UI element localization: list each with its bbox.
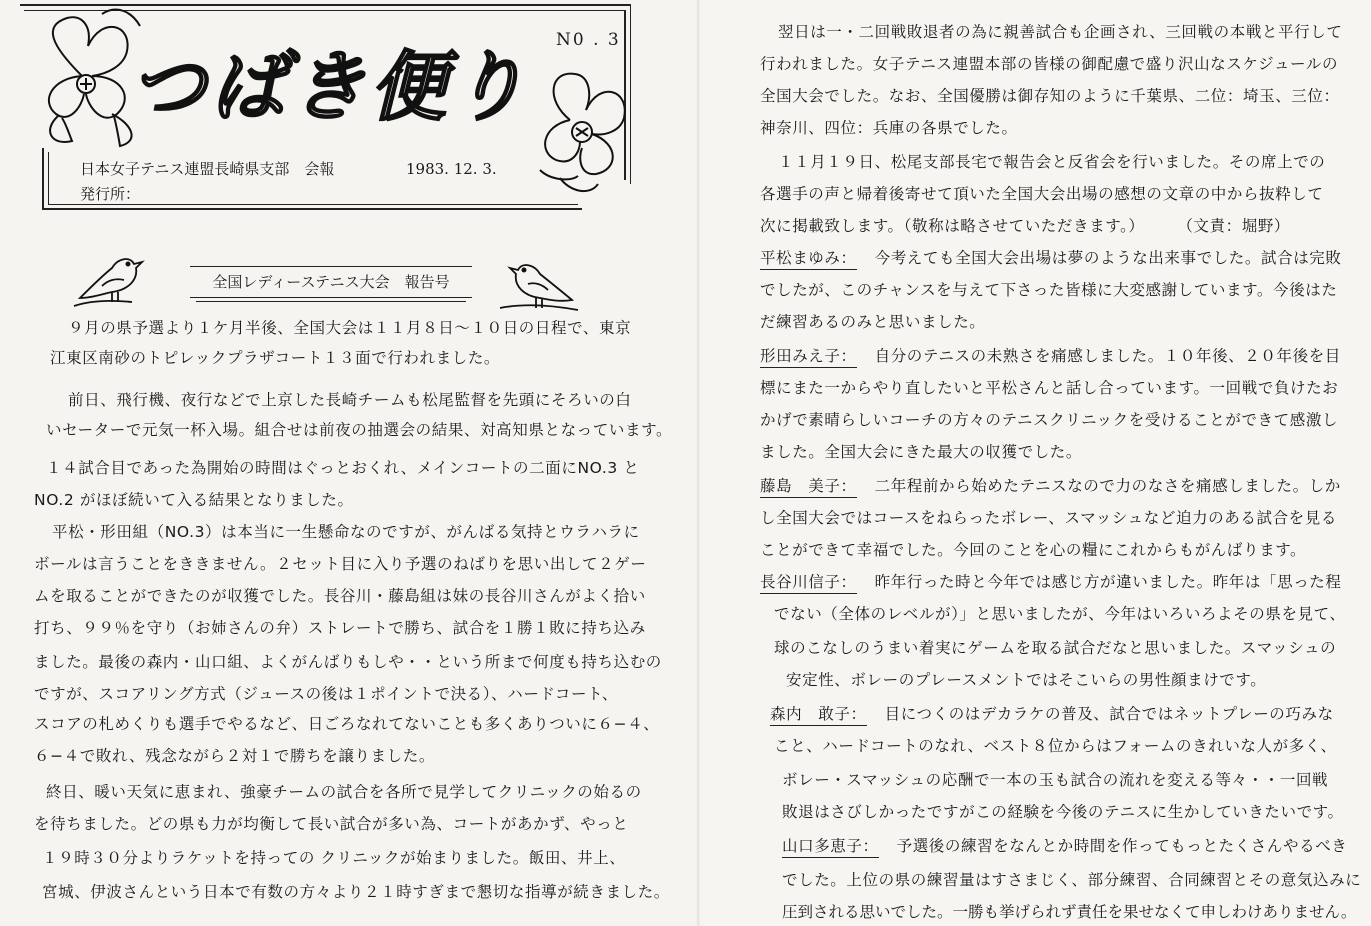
comment-line — [760, 572, 1342, 594]
article-line: 翌日は一・二回戦敗退者の為に親善試合も企画され、三回戦の本戦と平行して — [778, 23, 1343, 41]
issue-date: 1983. 12. 3. — [406, 160, 497, 178]
report-headline — [190, 266, 472, 298]
comment-line: かげで素晴らしいコーチの方々のテニスクリニックを受けることができて感激し — [760, 411, 1339, 429]
comment-line — [760, 248, 1342, 270]
comment-line: だ練習あるのみと思いました。 — [760, 313, 986, 331]
report-headline-text: 全国レディーステニス大会 報告号 — [212, 273, 450, 291]
article-line: １４試合目であった為開始の時間はぐっとおくれ、メインコートの二面にNO.3 と — [46, 459, 640, 477]
article-line: １１月１９日、松尾支部長宅で報告会と反省会を行いました。その席上での — [778, 153, 1326, 171]
comment-line — [782, 836, 1347, 858]
bird-icon — [72, 246, 152, 310]
comment-text: 目につくのはデカラケの普及、試合ではネットプレーの巧みな — [884, 705, 1334, 723]
comment-line: でない（全体のレベルが）」と思いましたが、今年はいろいろよその県を見て、 — [774, 605, 1346, 623]
bird-icon — [490, 250, 580, 314]
comment-text: 昨年行った時と今年では感じ方が違いました。昨年は「思った程 — [874, 573, 1342, 591]
article-line: ９月の県予選より１ケ月半後、全国大会は１１月８日〜１０日の日程で、東京 — [68, 319, 632, 337]
speaker-name: 森内 敢子： — [770, 704, 867, 726]
masthead-frame-line — [42, 148, 44, 208]
article-line: 行われました。女子テニス連盟本部の皆様の御配慮で盛り沢山なスケジュールの — [760, 55, 1339, 73]
camellia-flower-icon — [520, 60, 640, 200]
article-line: 宮城、伊波さんという日本で有数の方々より２１時すぎまで懇切な指導が続きました。 — [42, 883, 670, 901]
article-line: 次に掲載致します。（敬称は略させていただきます。） （文責：堀野） — [760, 217, 1291, 235]
article-line: 各選手の声と帰着後寄せて頂いた全国大会出場の感想の文章の中から抜粋して — [760, 185, 1324, 203]
article-line: ました。最後の森内・山口組、よくがんばりもしや・・という所まで何度も持ち込むの — [34, 653, 662, 671]
comment-line: し全国大会ではコースをねらったボレー、スマッシュなど迫力のある試合を見る — [760, 509, 1337, 527]
article-line: 江東区南砂のトピレックプラザコート１３面で行われました。 — [50, 349, 501, 367]
article-line: ムを取ることができたのが収獲でした。長谷川・藤島組は妹の長谷川さんがよく拾い — [34, 587, 646, 605]
comment-line: 安定性、ボレーのプレースメントではそこいらの男性顔まけです。 — [786, 671, 1267, 689]
article-line: 打ち、９９％を守り（お姉さんの弁）ストレートで勝ち、試合を１勝１敗に持ち込み — [34, 619, 646, 637]
comment-line: 球のこなしのうまい着実にゲームを取る試合だなと思いました。スマッシュの — [774, 639, 1337, 657]
masthead-title: つばき便り — [130, 42, 530, 131]
comment-text: 今考えても全国大会出場は夢のような出来事でした。試合は完敗 — [874, 249, 1342, 267]
speaker-name: 長谷川信子： — [760, 572, 857, 594]
comment-line: ことができて幸福でした。今回のことを心の糧にこれからもがんばります。 — [760, 541, 1307, 559]
comment-line: こと、ハードコートのなれ、ベスト８位からはフォームのきれいな人が多く、 — [774, 737, 1337, 755]
comment-line — [770, 704, 1334, 726]
article-line: 全国大会でした。なお、全国優勝は御存知のように千葉県、二位：埼玉、三位： — [760, 87, 1340, 105]
article-line: 終日、暖い天気に恵まれ、強豪チームの試合を各所で見学してクリニックの始るの — [46, 783, 642, 801]
comment-line — [760, 346, 1341, 368]
speaker-name: 形田みえ子： — [760, 346, 857, 368]
issue-number: N0 . 3 — [556, 30, 621, 50]
masthead-frame-line — [48, 152, 49, 204]
article-line: ですが、スコアリング方式（ジュースの後は１ポイントで決る）、ハードコート、 — [34, 685, 618, 703]
masthead-frame-line — [48, 204, 578, 205]
speaker-name: 平松まゆみ： — [760, 248, 857, 270]
comment-line: 標にまた一からやり直したいと平松さんと話し合っています。一回戦で負けたお — [760, 379, 1339, 397]
article-line: を待ちました。どの県も力が均衡して長い試合が多い為、コートがあかず、やっと — [34, 815, 629, 833]
comment-text: 自分のテニスの未熟さを痛感しました。１０年後、２０年後を目 — [874, 347, 1341, 365]
article-line: 神奈川、四位：兵庫の各県でした。 — [760, 119, 1018, 137]
comment-line: 圧到される思いでした。一勝も挙げられず責任を果せなくて申しわけありません。 — [782, 903, 1357, 921]
article-line: NO.2 がほぼ続いて入る結果となりました。 — [34, 491, 354, 509]
article-line: ボールは言うことをききません。２セット目に入り予選のねばりを思い出して２ゲー — [34, 555, 647, 573]
comment-text: 二年程前から始めたテニスなので力のなさを痛感しました。しか — [874, 477, 1341, 495]
article-line: 前日、飛行機、夜行などで上京した長崎チームも松尾監督を先頭にそろいの白 — [68, 391, 632, 409]
speaker-name: 藤島 美子： — [760, 476, 857, 498]
comment-line: でしたが、このチャンスを与えて下さった皆様に大変感謝しています。今後はた — [760, 281, 1338, 299]
comment-text: 予選後の練習をなんとか時間を作ってもっとたくさんやるべき — [896, 837, 1348, 855]
comment-line: ボレー・スマッシュの応酬で一本の玉も試合の流れを変える等々・・一回戦 — [782, 771, 1329, 789]
article-line: いセーターで元気一杯入場。組合せは前夜の抽選会の結果、対高知県となっています。 — [46, 421, 673, 439]
publisher-label: 発行所： — [80, 185, 141, 203]
speaker-name: 山口多恵子： — [782, 836, 879, 858]
article-line: １９時３０分よりラケットを持っての クリニックが始まりました。飯田、井上、 — [42, 849, 626, 867]
article-line: スコアの札めくりも選手でやるなど、日ごろなれてないことも多くありついに６−４、 — [34, 715, 660, 733]
comment-line: 敗退はさびしかったですがこの経験を今後のテニスに生かしていきたいです。 — [782, 803, 1344, 821]
comment-line — [760, 476, 1341, 498]
masthead-frame-line — [42, 208, 582, 210]
article-line: ６−４で敗れ、残念ながら２対１で勝ちを譲りました。 — [34, 747, 435, 765]
organization-name: 日本女子テニス連盟長崎県支部 会報 — [80, 160, 335, 178]
article-line: 平松・形田組（NO.3）は本当に一生懸命なのですが、がんばる気持とウラハラに — [52, 523, 640, 541]
comment-line: でした。上位の県の練習量はすさまじく、部分練習、合同練習とその意気込みに — [782, 871, 1362, 889]
comment-line: ました。全国大会にきた最大の収獲でした。 — [760, 443, 1083, 461]
